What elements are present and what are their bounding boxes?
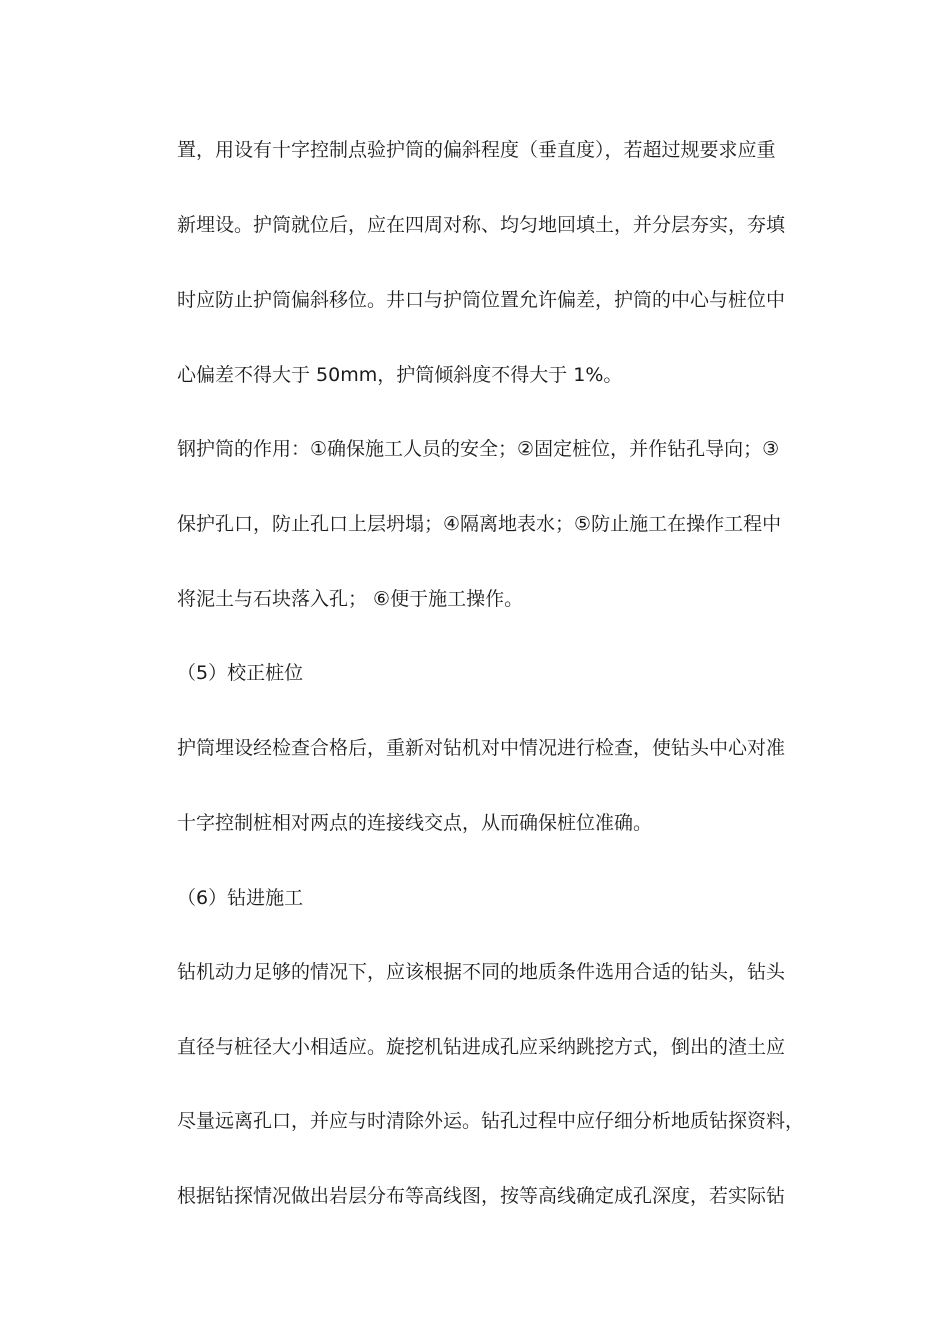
section-heading: （5）校正桩位: [177, 662, 304, 684]
text-line: 尽量远离孔口，并应与时清除外运。钻孔过程中应仔细分析地质钻探资料，: [177, 1110, 805, 1132]
text-line: 新埋设。护筒就位后，应在四周对称、均匀地回填土，并分层夯实，夯填: [177, 214, 786, 236]
text-line: 保护孔口，防止孔口上层坍塌；④隔离地表水；⑤防止施工在操作工程中: [177, 513, 782, 535]
text-line: 将泥土与石块落入孔； ⑥便于施工操作。: [177, 588, 524, 610]
text-line: 十字控制桩相对两点的连接线交点，从而确保桩位准确。: [177, 812, 653, 834]
text-line: 钢护筒的作用：①确保施工人员的安全；②固定桩位，并作钻孔导向；③: [177, 438, 780, 460]
text-line: 心偏差不得大于 50mm，护筒倾斜度不得大于 1%。: [177, 364, 623, 386]
text-line: 置，用设有十字控制点验护筒的偏斜程度（垂直度），若超过规要求应重: [177, 139, 776, 161]
section-heading: （6）钻进施工: [177, 887, 304, 909]
text-line: 护筒埋设经检查合格后，重新对钻机对中情况进行检查，使钻头中心对准: [177, 737, 786, 759]
text-line: 直径与桩径大小相适应。旋挖机钻进成孔应采纳跳挖方式，倒出的渣土应: [177, 1036, 786, 1058]
text-line: 时应防止护筒偏斜移位。井口与护筒位置允许偏差，护筒的中心与桩位中: [177, 289, 786, 311]
text-line: 根据钻探情况做出岩层分布等高线图，按等高线确定成孔深度，若实际钻: [177, 1185, 786, 1207]
text-line: 钻机动力足够的情况下，应该根据不同的地质条件选用合适的钻头，钻头: [177, 961, 786, 983]
